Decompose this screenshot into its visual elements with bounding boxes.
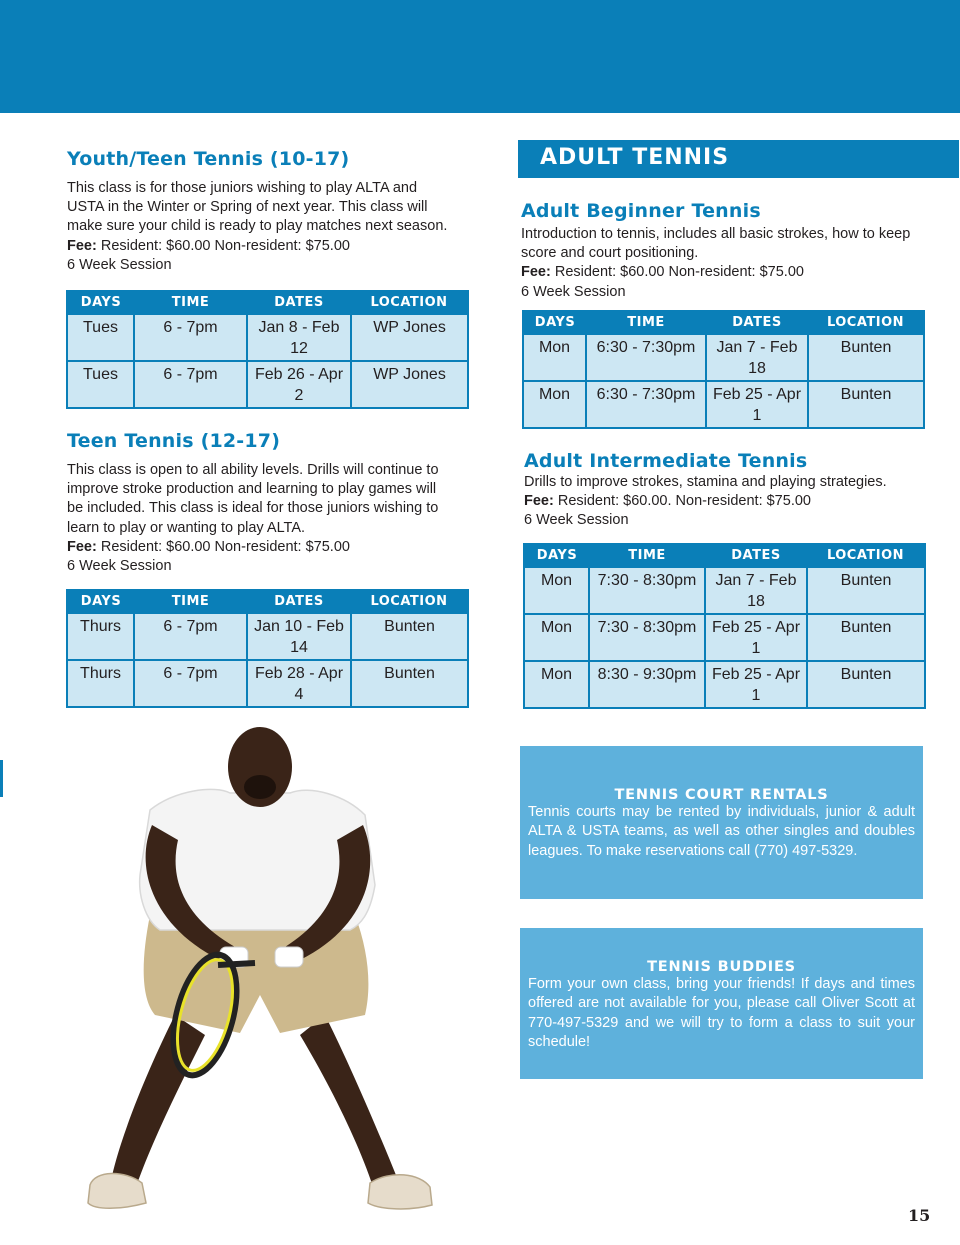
- beginner-desc-text: Introduction to tennis, includes all basic strokes, how to keep score and court positioning.: [521, 226, 911, 262]
- beginner-session: 6 Week Session: [521, 283, 626, 300]
- col-dates: DATES: [706, 311, 808, 334]
- col-location: LOCATION: [351, 291, 468, 314]
- table-header-row: [523, 311, 924, 334]
- cell-day: Mon: [523, 381, 586, 428]
- table-header-row: [67, 590, 468, 613]
- col-days: DAYS: [523, 311, 586, 334]
- cell-time: 7:30 - 8:30pm: [589, 614, 705, 661]
- cell-location: Bunten: [351, 613, 468, 660]
- adult-intermediate-title: Adult Intermediate Tennis: [524, 450, 808, 472]
- cell-location: Bunten: [808, 334, 924, 381]
- cell-day: Mon: [524, 614, 589, 661]
- fee-value: Resident: $60.00 Non-resident: $75.00: [554, 264, 804, 281]
- table-row: [67, 613, 468, 660]
- cell-time: 8:30 - 9:30pm: [589, 661, 705, 708]
- adult-beginner-schedule-table: [522, 310, 925, 429]
- cell-time: 6:30 - 7:30pm: [586, 381, 706, 428]
- cell-location: Bunten: [807, 614, 925, 661]
- teen-tennis-description: [67, 461, 452, 576]
- col-dates: DATES: [705, 544, 807, 567]
- header-band: [0, 0, 960, 113]
- court-rentals-title: TENNIS COURT RENTALS: [614, 787, 829, 803]
- col-dates: DATES: [247, 291, 351, 314]
- teen-fee: [67, 538, 452, 557]
- col-location: LOCATION: [808, 311, 924, 334]
- table-row: [67, 314, 468, 361]
- fee-value: Resident: $60.00 Non-resident: $75.00: [100, 237, 350, 254]
- youth-tennis-description: [67, 179, 452, 275]
- cell-dates: Jan 7 - Feb 18: [706, 334, 808, 381]
- cell-dates: Feb 26 - Apr 2: [247, 361, 351, 408]
- youth-session: 6 Week Session: [67, 256, 172, 273]
- cell-day: Mon: [524, 661, 589, 708]
- adult-tennis-heading: ADULT TENNIS: [540, 145, 730, 170]
- cell-location: Bunten: [351, 660, 468, 707]
- cell-day: Thurs: [67, 613, 134, 660]
- margin-marker: [0, 760, 3, 797]
- col-time: TIME: [589, 544, 705, 567]
- table-header-row: [67, 291, 468, 314]
- table-row: [524, 567, 925, 614]
- tennis-buddies-text: Form your own class, bring your friends! If days and times offered are not available for you, please call Oliver Scott at 770-497-5329 and we will try to form a class to suit your schedule!: [528, 976, 915, 1050]
- fee-value: Resident: $60.00. Non-resident: $75.00: [557, 493, 811, 510]
- col-location: LOCATION: [807, 544, 925, 567]
- tennis-buddies-title: TENNIS BUDDIES: [647, 959, 796, 975]
- col-location: LOCATION: [351, 590, 468, 613]
- teen-session: 6 Week Session: [67, 558, 172, 575]
- fee-label: Fee:: [521, 264, 551, 281]
- cell-location: Bunten: [807, 661, 925, 708]
- cell-day: Mon: [523, 334, 586, 381]
- cell-time: 6 - 7pm: [134, 660, 247, 707]
- adult-intermediate-description: [524, 473, 924, 531]
- table-row: [524, 661, 925, 708]
- cell-time: 6:30 - 7:30pm: [586, 334, 706, 381]
- col-dates: DATES: [247, 590, 351, 613]
- cell-dates: Jan 7 - Feb 18: [705, 567, 807, 614]
- cell-location: WP Jones: [351, 314, 468, 361]
- cell-dates: Feb 28 - Apr 4: [247, 660, 351, 707]
- youth-desc-text: This class is for those juniors wishing to play ALTA and USTA in the Winter or Spring of next year. This class will make sure your child is ready to play matches next season.: [67, 180, 448, 235]
- cell-location: WP Jones: [351, 361, 468, 408]
- table-header-row: [524, 544, 925, 567]
- intermediate-session: 6 Week Session: [524, 512, 629, 529]
- cell-time: 7:30 - 8:30pm: [589, 567, 705, 614]
- table-row: [524, 614, 925, 661]
- adult-beginner-title: Adult Beginner Tennis: [521, 200, 761, 222]
- col-days: DAYS: [67, 590, 134, 613]
- cell-dates: Feb 25 - Apr 1: [706, 381, 808, 428]
- court-rentals-text: Tennis courts may be rented by individuals, junior & adult ALTA & USTA teams, as well as other singles and doubles leagues. To make reservations call (770) 497-5329.: [528, 804, 915, 859]
- cell-day: Tues: [67, 314, 134, 361]
- table-row: [67, 660, 468, 707]
- tennis-buddies-box: [520, 928, 923, 1079]
- cell-time: 6 - 7pm: [134, 314, 247, 361]
- cell-dates: Feb 25 - Apr 1: [705, 614, 807, 661]
- youth-schedule-table: [66, 290, 469, 409]
- table-row: [67, 361, 468, 408]
- col-time: TIME: [134, 590, 247, 613]
- teen-schedule-table: [66, 589, 469, 708]
- cell-dates: Jan 10 - Feb 14: [247, 613, 351, 660]
- page-number: 15: [908, 1206, 931, 1225]
- col-days: DAYS: [67, 291, 134, 314]
- intermediate-desc-text: Drills to improve strokes, stamina and playing strategies.: [524, 474, 887, 490]
- adult-intermediate-schedule-table: [523, 543, 926, 709]
- tennis-player-photo: [80, 715, 440, 1215]
- cell-time: 6 - 7pm: [134, 613, 247, 660]
- fee-label: Fee:: [67, 237, 97, 254]
- fee-value: Resident: $60.00 Non-resident: $75.00: [100, 538, 350, 555]
- cell-time: 6 - 7pm: [134, 361, 247, 408]
- youth-tennis-title: Youth/Teen Tennis (10-17): [67, 148, 350, 170]
- cell-day: Thurs: [67, 660, 134, 707]
- intermediate-fee: [524, 492, 924, 511]
- col-time: TIME: [586, 311, 706, 334]
- cell-day: Mon: [524, 567, 589, 614]
- col-time: TIME: [134, 291, 247, 314]
- court-rentals-box: [520, 746, 923, 899]
- fee-label: Fee:: [67, 538, 97, 555]
- youth-fee: [67, 237, 452, 256]
- adult-beginner-description: [521, 225, 921, 302]
- beginner-fee: [521, 263, 921, 282]
- cell-dates: Feb 25 - Apr 1: [705, 661, 807, 708]
- cell-location: Bunten: [808, 381, 924, 428]
- adult-tennis-banner: [518, 140, 959, 178]
- col-days: DAYS: [524, 544, 589, 567]
- teen-tennis-title: Teen Tennis (12-17): [67, 430, 281, 452]
- table-row: [523, 334, 924, 381]
- teen-desc-text: This class is open to all ability levels. Drills will continue to improve stroke production and learning to play games will be included. This class is ideal for those juniors wishing to learn to play or wanting to play ALTA.: [67, 462, 439, 536]
- cell-day: Tues: [67, 361, 134, 408]
- fee-label: Fee:: [524, 493, 554, 510]
- table-row: [523, 381, 924, 428]
- cell-location: Bunten: [807, 567, 925, 614]
- cell-dates: Jan 8 - Feb 12: [247, 314, 351, 361]
